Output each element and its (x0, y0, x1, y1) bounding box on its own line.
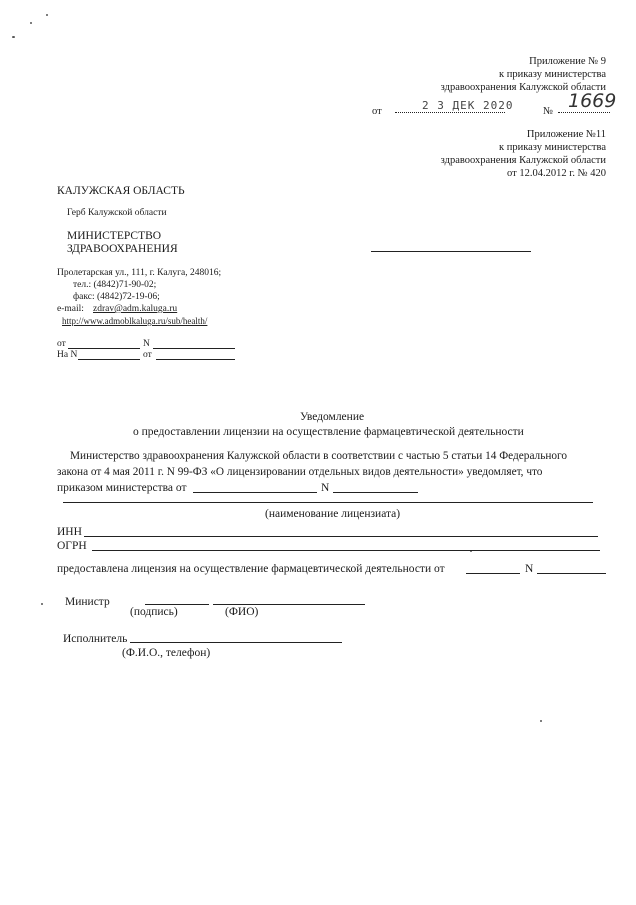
license-number-field[interactable] (537, 573, 606, 574)
minister-label: Министр (65, 596, 110, 608)
letterhead-fax: факс: (4842)72-19-06; (73, 292, 160, 302)
letterhead-region: КАЛУЖСКАЯ ОБЛАСТЬ (57, 185, 185, 197)
notice-body-1: Министерство здравоохранения Калужской области в соответствии с частью 5 статьи 14 Федерального (70, 450, 568, 462)
annex9-num-label: № (543, 106, 554, 117)
scan-speck (540, 720, 542, 722)
license-n-label: N (525, 563, 534, 575)
incoming-from-label: от (143, 350, 152, 360)
outgoing-from-label: от (57, 339, 66, 349)
letterhead-email-label: e-mail: (57, 304, 84, 314)
letterhead-email[interactable]: zdrav@adm.kaluga.ru (93, 304, 178, 314)
letterhead-phone: тел.: (4842)71-90-02; (73, 280, 157, 290)
annex11-line3: здравоохранения Калужской области (440, 155, 606, 166)
annex11-line4: от 12.04.2012 г. № 420 (507, 168, 606, 179)
annex9-from-label: от (372, 106, 382, 117)
scan-speck (46, 14, 48, 16)
notice-title-2: о предоставлении лицензии на осуществление фармацевтической деятельности (133, 426, 524, 438)
annex9-number-line (558, 112, 610, 113)
scan-speck (30, 22, 32, 24)
license-granted-label: предоставлена лицензия на осуществление фармацевтической деятельности от (57, 563, 445, 575)
scan-speck (12, 36, 15, 38)
executor-label: Исполнитель (63, 633, 128, 645)
fio-caption: (ФИО) (225, 606, 259, 618)
incoming-number-line (78, 359, 140, 360)
outgoing-n-label: N (143, 339, 150, 349)
annex9-line2: к приказу министерства (498, 69, 606, 80)
annex9-number-handwritten: 1669 (568, 90, 617, 112)
recipient-line (371, 251, 531, 252)
annex11-line2: к приказу министерства (498, 142, 606, 153)
order-date-field[interactable] (193, 492, 317, 493)
ogrn-label: ОГРН (57, 540, 87, 552)
notice-body-2: закона от 4 мая 2011 г. N 99-ФЗ «О лицензировании отдельных видов деятельности» уведомляет, что (57, 466, 543, 478)
scan-speck (41, 603, 43, 605)
outgoing-date-line (68, 348, 140, 349)
annex9-date-stamp: 2 3 ДЕК 2020 (422, 99, 514, 112)
inn-field[interactable] (84, 536, 598, 537)
letterhead-coat-of-arms: Герб Калужской области (67, 208, 167, 218)
outgoing-number-line (153, 348, 235, 349)
minister-fio-field[interactable] (213, 604, 365, 605)
order-label: приказом министерства от (57, 482, 187, 494)
order-number-field[interactable] (333, 492, 418, 493)
letterhead-website[interactable]: http://www.admoblkaluga.ru/sub/health/ (62, 316, 208, 326)
letterhead-ministry-1: МИНИСТЕРСТВО (67, 230, 162, 242)
letterhead-ministry-2: ЗДРАВООХРАНЕНИЯ (67, 243, 178, 255)
signature-caption: (подпись) (130, 606, 178, 618)
licensee-caption: (наименование лицензиата) (265, 508, 401, 520)
annex9-date-line (395, 112, 505, 113)
annex11-line1: Приложение №11 (526, 129, 606, 140)
order-n-label: N (321, 482, 330, 494)
ogrn-field[interactable] (92, 550, 600, 551)
annex9-line1: Приложение № 9 (529, 56, 606, 67)
licensee-name-field[interactable] (63, 502, 593, 503)
incoming-date-line (156, 359, 235, 360)
letterhead-address: Пролетарская ул., 111, г. Калуга, 248016; (57, 268, 222, 278)
notice-title-1: Уведомление (300, 411, 365, 423)
minister-signature-field[interactable] (145, 604, 209, 605)
license-date-field[interactable] (466, 573, 520, 574)
executor-field[interactable] (130, 642, 342, 643)
annex9-line3: здравоохранения Калужской области (440, 82, 606, 93)
incoming-n-label: На N (57, 350, 78, 360)
executor-caption: (Ф.И.О., телефон) (122, 647, 211, 659)
inn-label: ИНН (57, 526, 82, 538)
